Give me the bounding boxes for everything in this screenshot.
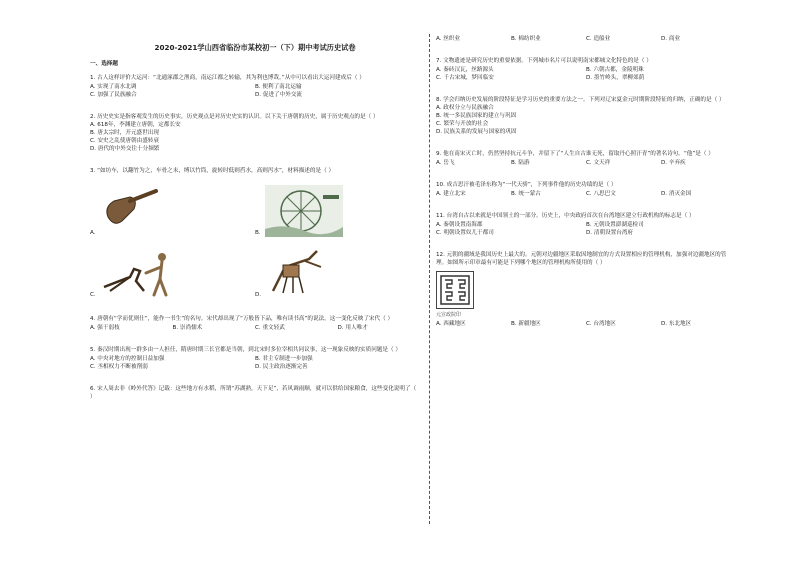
option-b[interactable]: B. 唐太宗时，开元盛世出现 <box>90 130 159 136</box>
question-6-options <box>436 35 736 43</box>
option-a[interactable]: A. 618年，李渊建立唐朝，定都长安 <box>90 122 181 128</box>
option-label: D. <box>255 292 262 298</box>
question-stem: 9. 他在南宋灭亡时，仍然坚持抗元斗争，并留下了“人生自古谁无死，留取丹心照汗青”的著名诗句。“他”是（ ） <box>436 151 714 157</box>
option-d[interactable]: D. 墨竹岭头，翠柳郊荫 <box>586 75 645 81</box>
question-stem: 4. 唐朝有“学而优则仕”，能作一书生”的名句。宋代却出现了“万般皆下品，唯有读书高”的说法。这一变化反映了宋代（ ） <box>90 316 394 322</box>
question-stem: 10. 成吉思汗被毛泽东称为“一代天骄”，下列事件他的历史功绩的是（ ） <box>436 182 617 188</box>
question-stem: 11. 台湾自古以来就是中国领土的一部分。历史上，中央政府首次在台湾地区建立行政机构的标志是（ ） <box>436 213 695 219</box>
option-b[interactable]: B. 棉纺织业 <box>511 36 541 42</box>
option-b[interactable]: B. 便利了南北运输 <box>255 84 302 90</box>
option-b[interactable]: B. 崇尚儒术 <box>172 325 203 331</box>
question-stem: 6. 宋人周去非《岭外代答》记载：这些地方有水稻，所谓“苏湖熟，天下足”，若风调雨顺，就可以供给国家粮食，这些变化说明了（ ） <box>90 386 417 400</box>
question-10 <box>436 181 736 198</box>
question-stem: 8. 学会归纳历史发展的阶段特征是学习历史的重要方法之一。下列对辽宋夏金元时期阶段特征的归纳，正确的是（ ） <box>436 97 725 103</box>
option-a[interactable]: A. 中央对地方的控制日益加强 <box>90 356 165 362</box>
question-7 <box>436 57 736 82</box>
water-wheel-icon <box>265 185 343 237</box>
option-b[interactable]: B. 陆游 <box>511 160 530 166</box>
question-5 <box>90 346 420 371</box>
option-c[interactable]: C. 丞相权力不断被削弱 <box>90 364 148 370</box>
exam-title: 2020-2021学山西省临汾市某校初一（下）期中考试历史试卷 <box>154 43 356 52</box>
option-c[interactable]: C. 造船业 <box>586 36 611 42</box>
option-d[interactable]: D. 唐代的中外交往十分频繁 <box>90 146 160 152</box>
question-1 <box>90 74 420 99</box>
column-divider <box>429 34 430 524</box>
wooden-spade-icon <box>100 187 160 237</box>
option-a[interactable]: A. 政权分立与民族融合 <box>436 105 494 111</box>
question-stem: 3. “如坊车，以翻竹为之，车骨之末，缚以竹筒，旋转时低则舀水，高则泻水”，材料描述的是（ ） <box>90 168 335 174</box>
image-option-a[interactable] <box>90 181 255 237</box>
option-label: A. <box>90 230 96 236</box>
option-d[interactable]: D. 商业 <box>661 36 681 42</box>
option-a[interactable]: A. 秦朝设置南海郡 <box>436 222 483 228</box>
option-c[interactable]: C. 繁荣与开放的社会 <box>436 121 489 127</box>
seal-icon <box>440 275 470 305</box>
option-a[interactable]: A. 西藏地区 <box>436 321 466 327</box>
question-12 <box>436 251 736 328</box>
question-stem: 7. 文物遗迹是研究历史的重要依据。下列城市名片可以说明南宋都城文化特色的是（ ） <box>436 58 652 64</box>
option-c[interactable]: C. 文天祥 <box>586 160 611 166</box>
option-a[interactable]: A. 实现了南水北调 <box>90 84 137 90</box>
option-a[interactable]: A. 丝织业 <box>436 36 461 42</box>
option-b[interactable]: B. 元朝设置澎湖巡检司 <box>586 222 644 228</box>
option-c[interactable]: C. 台湾地区 <box>586 321 616 327</box>
option-d[interactable]: D. 用人唯才 <box>337 325 368 331</box>
question-4 <box>90 315 420 332</box>
option-d[interactable]: D. 东北地区 <box>661 321 692 327</box>
question-11 <box>436 212 736 237</box>
question-2 <box>90 113 420 153</box>
option-label: B. <box>255 230 261 236</box>
question-stem: 2. 历史史实是指客观发生的历史事实，历史观点是对历史史实的认识。以下关于唐朝的历史，属于历史观点的是（ ） <box>90 114 379 120</box>
question-9 <box>436 150 736 167</box>
option-d[interactable]: D. 民族关系的发展与国家的巩固 <box>436 129 517 135</box>
question-stem: 12. 元朝的疆域是我国历史上最大的。元朝对边疆地区采取因地制宜的方式设置相应的管理机构，加强对边疆地区的管理。如图所示印章最有可能是下列哪个地区的管理机构所使用的（ ） <box>436 252 727 266</box>
option-d[interactable]: D. 民主政治逐渐完善 <box>255 364 308 370</box>
question-6 <box>90 385 420 401</box>
image-options <box>90 181 420 299</box>
option-c[interactable]: C. 八思巴文 <box>586 191 616 197</box>
option-c[interactable]: C. 重文轻武 <box>255 325 285 331</box>
option-c[interactable]: C. 明朝设置奴儿干都司 <box>436 230 494 236</box>
image-option-b[interactable] <box>255 181 420 237</box>
option-a[interactable]: A. 岳飞 <box>436 160 455 166</box>
farmer-plough-icon <box>100 247 180 299</box>
option-b[interactable]: B. 新疆地区 <box>511 321 541 327</box>
option-c[interactable]: C. 千古宋城，梦回临安 <box>436 75 494 81</box>
option-a[interactable]: A. 强干弱枝 <box>90 325 120 331</box>
option-b[interactable]: B. 君主专制进一步加强 <box>255 356 313 362</box>
question-8 <box>436 96 736 136</box>
option-a[interactable]: A. 建立北宋 <box>436 191 466 197</box>
option-d[interactable]: D. 辛弃疾 <box>661 160 686 166</box>
section-heading: 一、选择题 <box>90 61 118 67</box>
option-d[interactable]: D. 清朝设置台湾府 <box>586 230 634 236</box>
option-d[interactable]: D. 消灭金国 <box>661 191 692 197</box>
option-b[interactable]: B. 统一多民族国家的建立与巩固 <box>436 113 517 119</box>
left-column <box>90 34 420 405</box>
option-label: C. <box>90 292 96 298</box>
right-column <box>436 34 736 332</box>
option-c[interactable]: C. 加强了民族融合 <box>90 92 137 98</box>
question-stem: 5. 秦汉时期出现一群多由一人担任，隋唐时期三长官都是当朝，到北宋时多位宰相共同议事，这一现象反映的实质问题是（ ） <box>90 347 401 353</box>
option-a[interactable]: A. 秦砖汉瓦，丝路源头 <box>436 67 494 73</box>
image-option-d[interactable] <box>255 243 420 299</box>
sowing-drill-icon <box>265 247 325 299</box>
option-d[interactable]: D. 促进了中外交流 <box>255 92 303 98</box>
seal-image <box>436 271 474 309</box>
image-option-c[interactable] <box>90 243 255 299</box>
option-c[interactable]: C. 安史之乱使唐朝由盛转衰 <box>90 138 159 144</box>
option-b[interactable]: B. 六朝古都，金陵明珠 <box>586 67 644 73</box>
question-stem: 1. 古人这样评价大运河：“北通涿郡之渔商，南运江都之转输，其为利也博哉。”从中可以看出大运河建成后（ ） <box>90 75 365 81</box>
option-b[interactable]: B. 统一蒙古 <box>511 191 541 197</box>
question-3 <box>90 167 420 299</box>
seal-caption: 元宣政院印 <box>436 312 462 318</box>
